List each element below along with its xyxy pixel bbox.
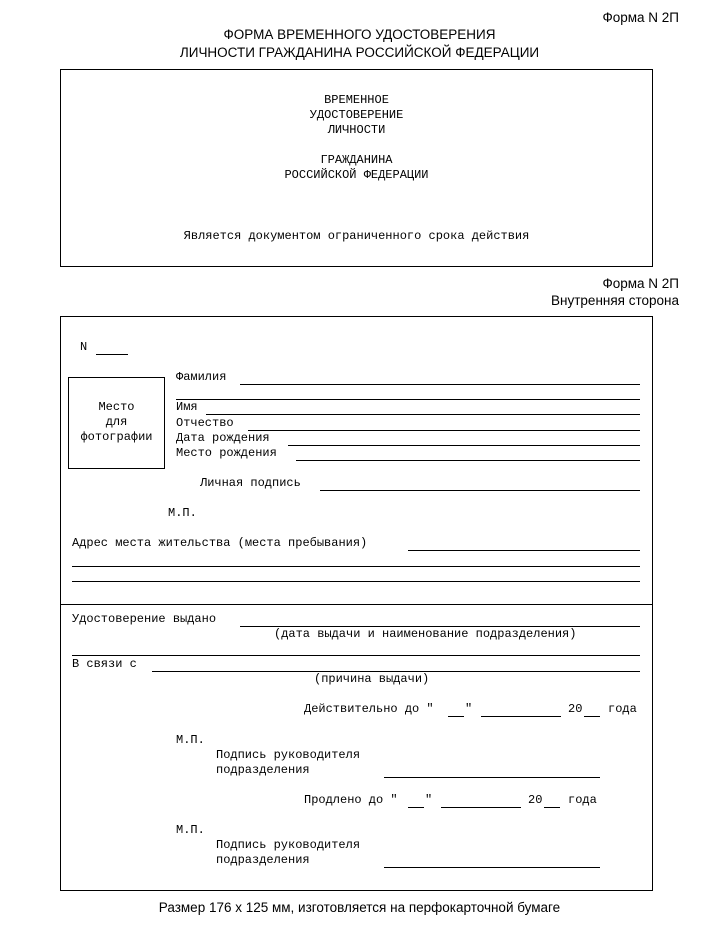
page-title-line2: ЛИЧНОСТИ ГРАЖДАНИНА РОССИЙСКОЙ ФЕДЕРАЦИИ	[179, 45, 540, 60]
valid-year-line	[584, 716, 600, 717]
issued-label: Удостоверение выдано	[72, 612, 217, 626]
inner-side-label: Внутренняя сторона	[551, 293, 679, 308]
number-label: N	[80, 340, 88, 354]
birth-date-label: Дата рождения	[176, 431, 270, 445]
head-signature-1-line	[384, 777, 600, 778]
cover-line-1: ВРЕМЕННОЕ	[324, 93, 389, 107]
patronymic-label: Отчество	[176, 416, 234, 430]
extended-year-prefix: 20	[528, 793, 543, 807]
valid-quote-close: "	[465, 702, 473, 716]
birth-date-line	[288, 445, 640, 446]
cover-line-5: РОССИЙСКОЙ ФЕДЕРАЦИИ	[284, 168, 429, 182]
cover-line-2: УДОСТОВЕРЕНИЕ	[309, 108, 404, 122]
address-line-3	[72, 581, 640, 582]
page-title-line1: ФОРМА ВРЕМЕННОГО УДОСТОВЕРЕНИЯ	[223, 27, 496, 42]
form-label: Форма N 2П	[602, 10, 679, 25]
valid-year-suffix: года	[608, 702, 637, 716]
issued-line-2	[72, 655, 640, 656]
signature-line	[320, 490, 640, 491]
extended-year-line	[544, 807, 560, 808]
signature-label: Личная подпись	[200, 476, 301, 490]
extended-month-line	[441, 807, 521, 808]
head-signature-1-line1: Подпись руководителя	[216, 748, 361, 762]
extended-year-suffix: года	[568, 793, 597, 807]
number-line	[96, 354, 128, 355]
seal-1-label: М.П.	[176, 733, 205, 747]
seal-label: М.П.	[168, 506, 197, 520]
cover-note: Является документом ограниченного срока действия	[183, 229, 530, 243]
valid-until-label: Действительно до "	[304, 702, 434, 716]
surname-line-2	[176, 399, 640, 400]
name-line	[206, 414, 640, 415]
valid-day-line	[448, 716, 464, 717]
extended-day-line	[408, 807, 424, 808]
valid-month-line	[481, 716, 561, 717]
surname-line	[240, 384, 640, 385]
name-label: Имя	[176, 400, 198, 414]
photo-label-1: Место	[98, 400, 135, 414]
valid-year-prefix: 20	[568, 702, 583, 716]
head-signature-2-line	[384, 867, 600, 868]
address-line-2	[72, 566, 640, 567]
surname-label: Фамилия	[176, 370, 227, 384]
extended-until-label: Продлено до "	[304, 793, 398, 807]
size-note: Размер 176 х 125 мм, изготовляется на перфокарточной бумаге	[158, 900, 561, 915]
seal-2-label: М.П.	[176, 823, 205, 837]
photo-label-2: для	[105, 415, 128, 429]
address-line-1	[408, 550, 640, 551]
inner-form-label: Форма N 2П	[602, 276, 679, 291]
extended-quote-close: "	[425, 793, 433, 807]
head-signature-1-line2: подразделения	[216, 763, 310, 777]
birth-place-line	[296, 460, 640, 461]
section-divider	[60, 604, 653, 605]
patronymic-line	[248, 430, 640, 431]
birth-place-label: Место рождения	[176, 446, 277, 460]
issued-hint: (дата выдачи и наименование подразделения)	[274, 627, 577, 641]
head-signature-2-line1: Подпись руководителя	[216, 838, 361, 852]
reason-label: В связи с	[72, 657, 137, 671]
cover-line-3: ЛИЧНОСТИ	[327, 123, 386, 137]
photo-label-3: фотографии	[80, 430, 153, 444]
reason-hint: (причина выдачи)	[314, 672, 430, 686]
address-label: Адрес места жительства (места пребывания)	[72, 536, 368, 550]
cover-line-4: ГРАЖДАНИНА	[320, 153, 393, 167]
head-signature-2-line2: подразделения	[216, 853, 310, 867]
